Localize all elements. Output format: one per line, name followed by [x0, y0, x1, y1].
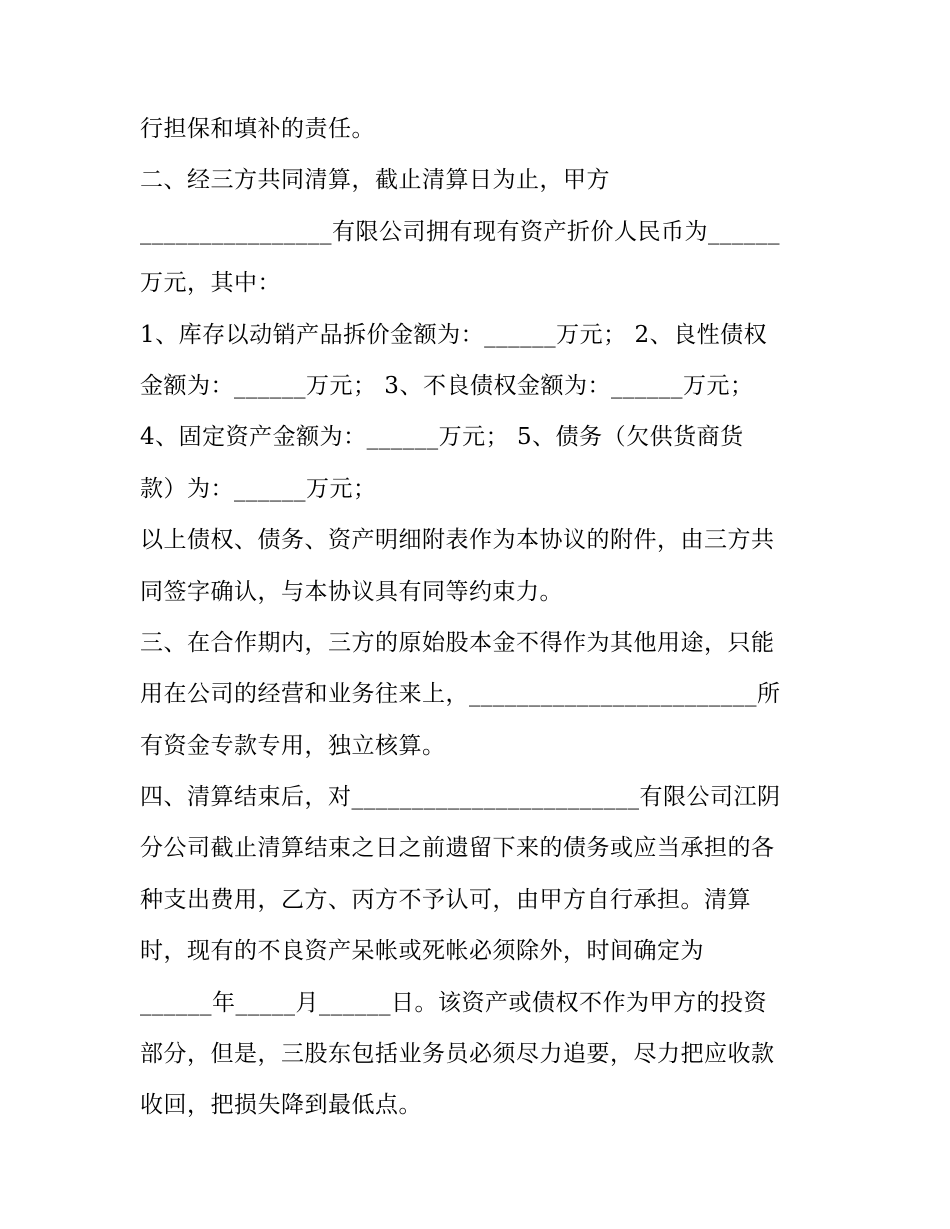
- text-line: 收回，把损失降到最低点。: [140, 1092, 422, 1119]
- text-line: 金额为：______万元； 3、不良债权金额为：______万元；: [140, 372, 754, 399]
- text-line: 用在公司的经营和业务往来上，________________________所: [140, 681, 781, 708]
- text-line: 时，现有的不良资产呆帐或死帐必须除外，时间确定为: [140, 938, 704, 965]
- text-line: ________________有限公司拥有现有资产折价人民币为______: [140, 218, 780, 245]
- text-line: 四、清算结束后，对________________________有限公司江阴: [140, 784, 781, 811]
- text-line: 三、在合作期内，三方的原始股本金不得作为其他用途，只能: [140, 629, 775, 656]
- text-line: 分公司截止清算结束之日之前遗留下来的债务或应当承担的各: [140, 835, 775, 862]
- text-line: 种支出费用，乙方、丙方不予认可，由甲方自行承担。清算: [140, 886, 751, 913]
- text-line: 款）为：______万元；: [140, 475, 377, 502]
- text-line: 1、库存以动销产品拆价金额为：______万元； 2、良性债权: [140, 321, 768, 348]
- text-line: 4、固定资产金额为：______万元； 5、债务（欠供货商货: [140, 424, 744, 451]
- text-line: 部分，但是，三股东包括业务员必须尽力追要，尽力把应收款: [140, 1041, 775, 1068]
- text-line: 二、经三方共同清算，截止清算日为止，甲方: [140, 167, 610, 194]
- text-line: 以上债权、债务、资产明细附表作为本协议的附件，由三方共: [140, 527, 775, 554]
- text-line: ______年_____月______日。该资产或债权不作为甲方的投资: [140, 989, 767, 1016]
- text-line: 万元，其中：: [140, 270, 281, 297]
- agreement-text: [140, 104, 820, 1132]
- text-line: 同签字确认，与本协议具有同等约束力。: [140, 578, 563, 605]
- text-line: 有资金专款专用，独立核算。: [140, 732, 446, 759]
- text-line: 行担保和填补的责任。: [140, 116, 375, 142]
